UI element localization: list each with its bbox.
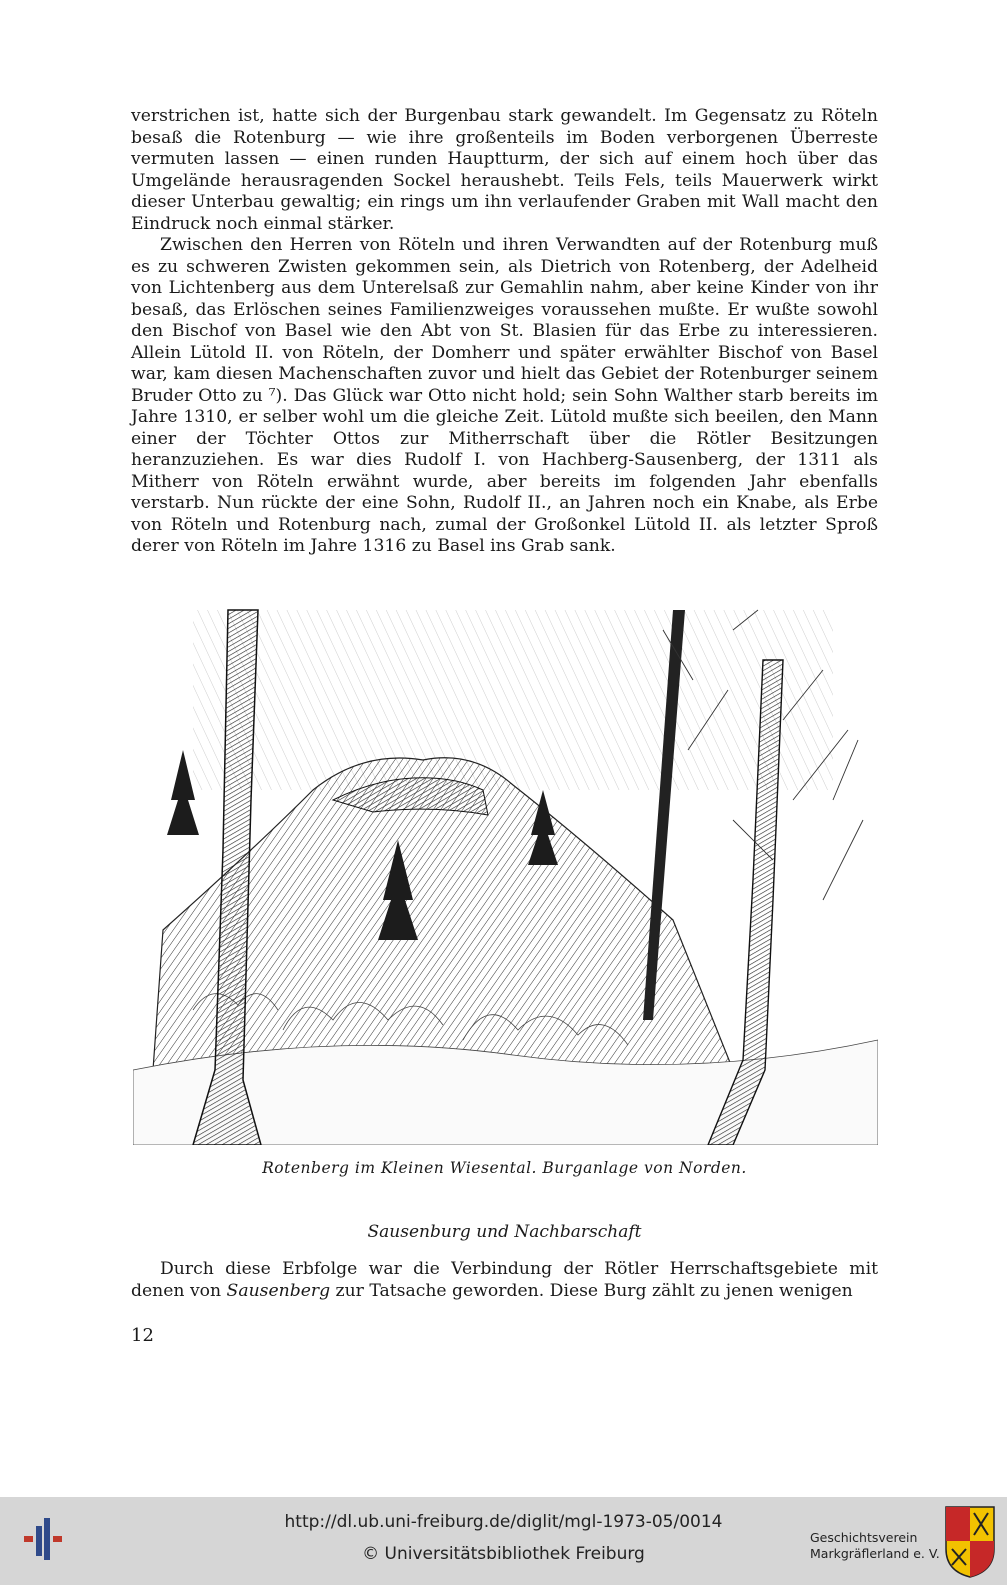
section-heading: Sausenburg und Nachbarschaft — [367, 1222, 642, 1242]
illustration-rotenberg — [133, 600, 878, 1145]
paragraph: Zwischen den Herren von Röteln und ihren Verwandten auf der Rotenburg muß es zu schweren Zwisten gekommen sein, als Dietrich von Rotenberg, der Adelheid von Lichtenberg aus dem Unterelsaß zur Gemahlin nahm, aber keine Kinder von ihr besaß, das Erlöschen seines Familienzweiges voraussehen mußte. Er wußte sowohl den Bischof von Basel wie den Abt von St. Blasien für das Erbe zu interessieren. Allein Lütold II. von Röteln, der Domherr und später erwählter Bischof von Basel war, kam diesen Machenschaften zuvor und hielt das Gebiet der Rotenburger seinem Bruder Otto zu ⁷). Das Glück war Otto nicht hold; sein Sohn Walther starb bereits im Jahre 1310, er selber wohl um die gleiche Zeit. Lütold mußte sich beeilen, den Mann einer der Töchter Ottos zur Mitherrschaft über die Rötler Besitzungen heranzuziehen. Es war dies Rudolf I. von Hachberg-Sausenberg, der 1311 als Mitherr von Röteln erwähnt wurde, aber bereits im folgenden Jahr ebenfalls verstarb. Nun rückte der eine Sohn, Rudolf II., an Jahren noch ein Knabe, als Erbe von Röteln und Rotenburg nach, zumal der Großonkel Lütold II. als letzter Sproß derer von Röteln im Jahre 1316 zu Basel ins Grab sank. — [131, 235, 878, 556]
closing-text-prefix: Durch diese Erbfolge war die Verbindung der Rötler Herrschaftsgebiete mit denen von — [131, 1259, 878, 1301]
paragraph: verstrichen ist, hatte sich der Burgenbau stark gewandelt. Im Gegensatz zu Röteln besaß die Rotenburg — wie ihre großenteils im Boden verborgenen Überreste vermuten lassen — einen runden Hauptturm, der sich auf einem hoch über das Umgelände herausragenden Sockel heraushebt. Teils Fels, teils Mauerwerk wirkt dieser Unterbau gewaltig; ein rings um ihn verlaufender Graben mit Wall macht den Eindruck noch einmal stärker. — [131, 106, 878, 234]
page-number: 12 — [131, 1325, 154, 1346]
society-name — [810, 1530, 940, 1562]
copyright-notice: © Universitätsbibliothek Freiburg — [362, 1544, 645, 1564]
figure-caption: Rotenberg im Kleinen Wiesental. Burganlage von Norden. — [262, 1159, 747, 1177]
society-line-2: Markgräflerland e. V. — [810, 1546, 940, 1561]
permalink-url[interactable]: http://dl.ub.uni-freiburg.de/diglit/mgl-1973-05/0014 — [284, 1512, 723, 1532]
ub-logo-icon[interactable] — [24, 1518, 64, 1560]
coat-of-arms-icon — [944, 1505, 996, 1579]
closing-text-emphasis: Sausenberg — [226, 1280, 331, 1301]
closing-text-suffix: zur Tatsache geworden. Diese Burg zählt zu jenen wenigen — [330, 1280, 853, 1301]
pen-drawing — [133, 600, 878, 1145]
closing-paragraph — [131, 1259, 878, 1302]
footer-bar — [0, 1497, 1007, 1585]
society-line-1: Geschichtsverein — [810, 1530, 918, 1545]
body-text — [131, 106, 878, 558]
